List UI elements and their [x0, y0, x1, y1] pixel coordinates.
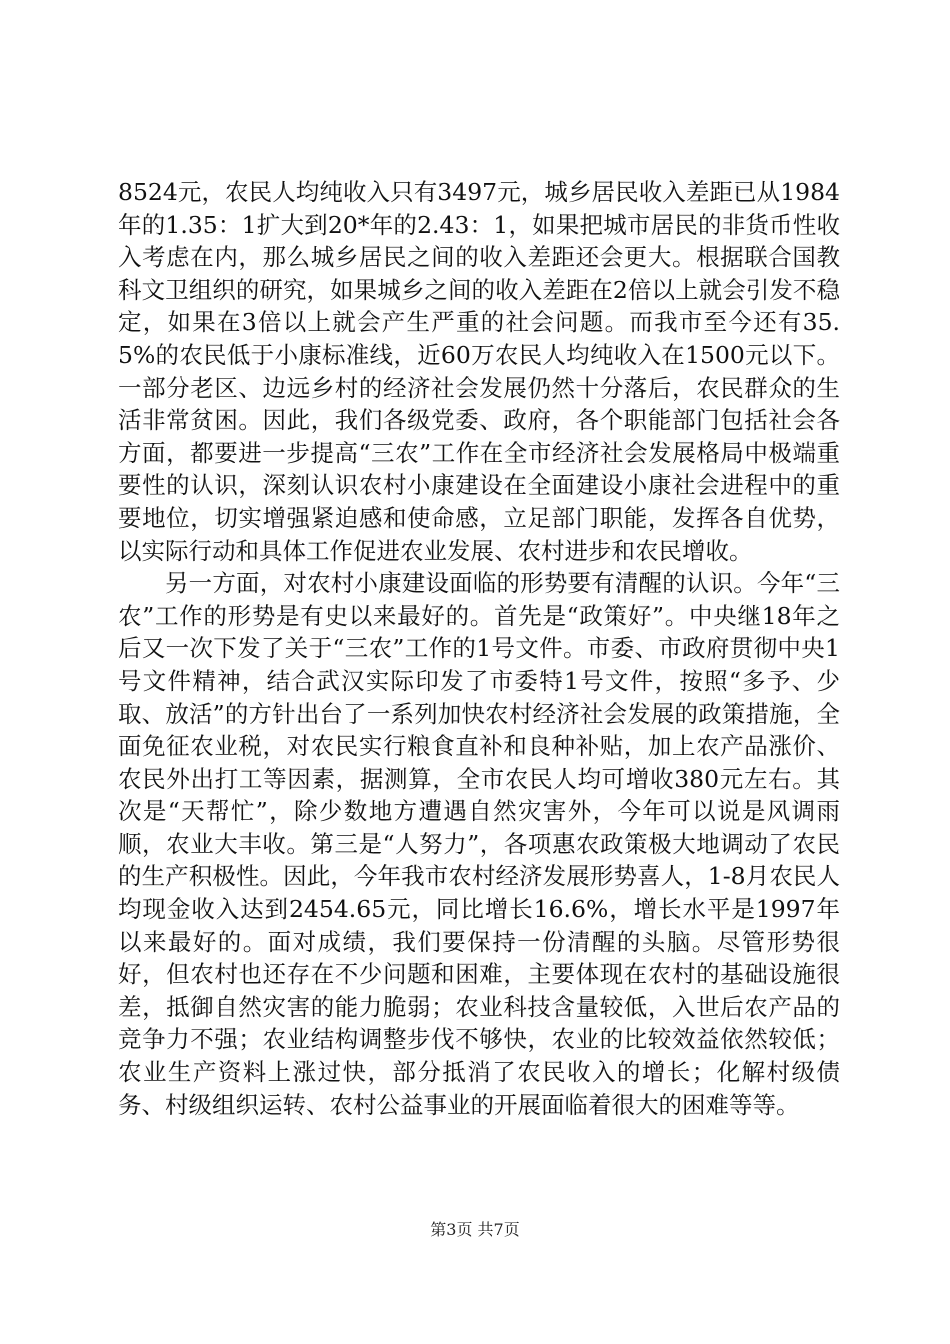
- page-number-footer: 第3页 共7页: [430, 1220, 520, 1239]
- paragraph-continued: 8524元，农民人均纯收入只有3497元，城乡居民收入差距已从1984年的1.35：1扩大到20*年的2.43：1，如果把城市居民的非货币性收入考虑在内，那么城乡居民之间的收入差距还会更大。根据联合国教科文卫组织的研究，如果城乡之间的收入差距在2倍以上就会引发不稳定，如果在3倍以上就会产生严重的社会问题。而我市至今还有35.5%的农民低于小康标准线，近60万农民人均纯收入在1500元以下。一部分老区、边远乡村的经济社会发展仍然十分落后，农民群众的生活非常贫困。因此，我们各级党委、政府，各个职能部门包括社会各方面，都要进一步提高“三农”工作在全市经济社会发展格局中极端重要性的认识，深刻认识农村小康建设在全面建设小康社会进程中的重要地位，切实增强紧迫感和使命感，立足部门职能，发挥各自优势，以实际行动和具体工作促进农业发展、农村进步和农民增收。: [118, 178, 840, 565]
- document-body: [118, 176, 840, 1121]
- paragraph-situation: 另一方面，对农村小康建设面临的形势要有清醒的认识。今年“三农”工作的形势是有史以来最好的。首先是“政策好”。中央继18年之后又一次下发了关于“三农”工作的1号文件。市委、市政府贯彻中央1号文件精神，结合武汉实际印发了市委特1号文件，按照“多予、少取、放活”的方针出台了一系列加快农村经济社会发展的政策措施，全面免征农业税，对农民实行粮食直补和良种补贴，加上农产品涨价、农民外出打工等因素，据测算，全市农民人均可增收380元左右。其次是“天帮忙”，除少数地方遭遇自然灾害外，今年可以说是风调雨顺，农业大丰收。第三是“人努力”，各项惠农政策极大地调动了农民的生产积极性。因此，今年我市农村经济发展形势喜人，1-8月农民人均现金收入达到2454.65元，同比增长16.6%，增长水平是1997年以来最好的。面对成绩，我们要保持一份清醒的头脑。尽管形势很好，但农村也还存在不少问题和困难，主要体现在农村的基础设施很差，抵御自然灾害的能力脆弱；农业科技含量较低，入世后农产品的竞争力不强；农业结构调整步伐不够快，农业的比较效益依然较低；农业生产资料上涨过快，部分抵消了农民收入的增长；化解村级债务、村级组织运转、农村公益事业的开展面临着很大的困难等等。: [118, 569, 840, 1119]
